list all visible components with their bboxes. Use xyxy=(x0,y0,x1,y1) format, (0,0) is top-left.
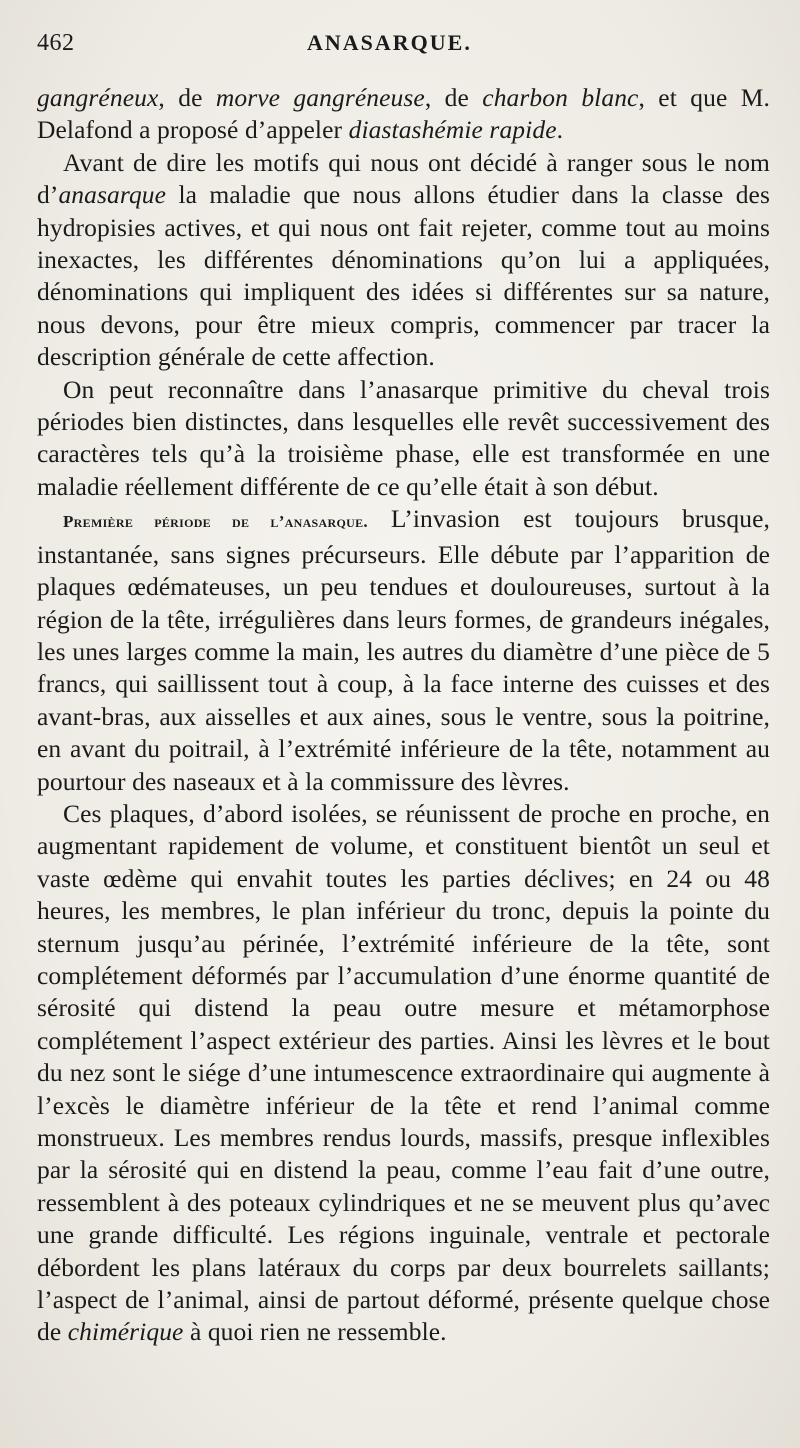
text-italic: diastashémie rapide xyxy=(348,115,557,145)
paragraph xyxy=(37,503,770,798)
page-header xyxy=(37,30,770,70)
text-run: à quoi rien ne ressemble. xyxy=(183,1317,447,1347)
text-run: la maladie que nous allons étudier dans la classe des hydropisies actives, et qui nous ont fait rejeter, comme tout au moins inexactes, les différentes dénominations qu’on lui a appliquées, dénominations qui impliquent des idées si différentes sur sa nature, nous devons, pour être mieux compris, commencer par tracer la description générale de cette affection. xyxy=(37,180,770,372)
text-run: On peut reconnaître dans l’anasarque primitive du cheval trois périodes bien distinctes, dans lesquelles elle revêt successivement des caractères tels qu’à la troisième phase, elle est transformée en une maladie réellement différente de ce qu’elle était à son début. xyxy=(37,374,770,501)
text-italic: morve gangréneuse xyxy=(215,83,425,112)
text-run: , de xyxy=(158,83,216,112)
text-run: , de xyxy=(424,83,483,112)
text-run: . xyxy=(556,115,564,145)
page-number: 462 xyxy=(37,30,75,56)
body-text xyxy=(37,82,770,1349)
text-italic: chimérique xyxy=(67,1317,184,1347)
paragraph xyxy=(37,82,770,147)
text-run: Avant de dire les motifs qui nous ont décidé à ranger sous le nom d’ xyxy=(37,147,770,210)
text-italic: charbon blanc xyxy=(482,83,639,112)
text-italic: anasarque xyxy=(58,180,167,210)
paragraph xyxy=(37,798,770,1349)
section-heading: Première période de l’anasarque. xyxy=(63,512,368,532)
paragraph xyxy=(37,147,770,374)
text-run: , et que M. Delafond a proposé d’appeler xyxy=(37,83,770,145)
paragraph xyxy=(37,374,770,504)
text-run: L’invasion est toujours brusque, instantanée, sans signes précurseurs. Elle débute par l’apparition de plaques œdémateuses, un peu tendues et douloureuses, surtout à la région de la tête, irrégulières dans leurs formes, de grandeurs inégales, les unes larges comme la main, les autres du diamètre d’une pièce de 5 francs, qui saillissent tout à coup, à la face interne des cuisses et des avant-bras, aux aisselles et aux aines, sous le ventre, sous la poitrine, en avant du poitrail, à l’extrémité inférieure de la tête, notamment au pourtour des naseaux et à la commissure des lèvres. xyxy=(37,504,770,796)
running-title: ANASARQUE. xyxy=(307,30,472,55)
text-run: Ces plaques, d’abord isolées, se réunissent de proche en proche, en augmentant rapidement de volume, et constituent bientôt un seul et vaste œdème qui envahit toutes les parties déclives; en 24 ou 48 heures, les membres, le plan inférieur du tronc, depuis la pointe du sternum jusqu’au périnée, l’extrémité inférieure de la tête, sont complétement déformés par l’accumulation d’une énorme quantité de sérosité qui distend la peau outre mesure et métamorphose complétement l’aspect extérieur des parties. Ainsi les lèvres et le bout du nez sont le siége d’une intumescence extraordinaire qui augmente à l’excès le diamètre inférieur de la tête et rend l’animal comme monstrueux. Les membres rendus lourds, massifs, presque inflexibles par la sérosité qui en distend la peau, comme l’eau fait d’une outre, ressemblent à des poteaux cylindriques et ne se meuvent plus qu’avec une grande difficulté. Les régions inguinale, ventrale et pectorale débordent les plans latéraux du corps par deux bourrelets saillants; l’aspect de l’animal, ainsi de partout déformé, présente quelque chose de xyxy=(37,798,770,1347)
text-italic: gangréneux xyxy=(37,83,159,112)
